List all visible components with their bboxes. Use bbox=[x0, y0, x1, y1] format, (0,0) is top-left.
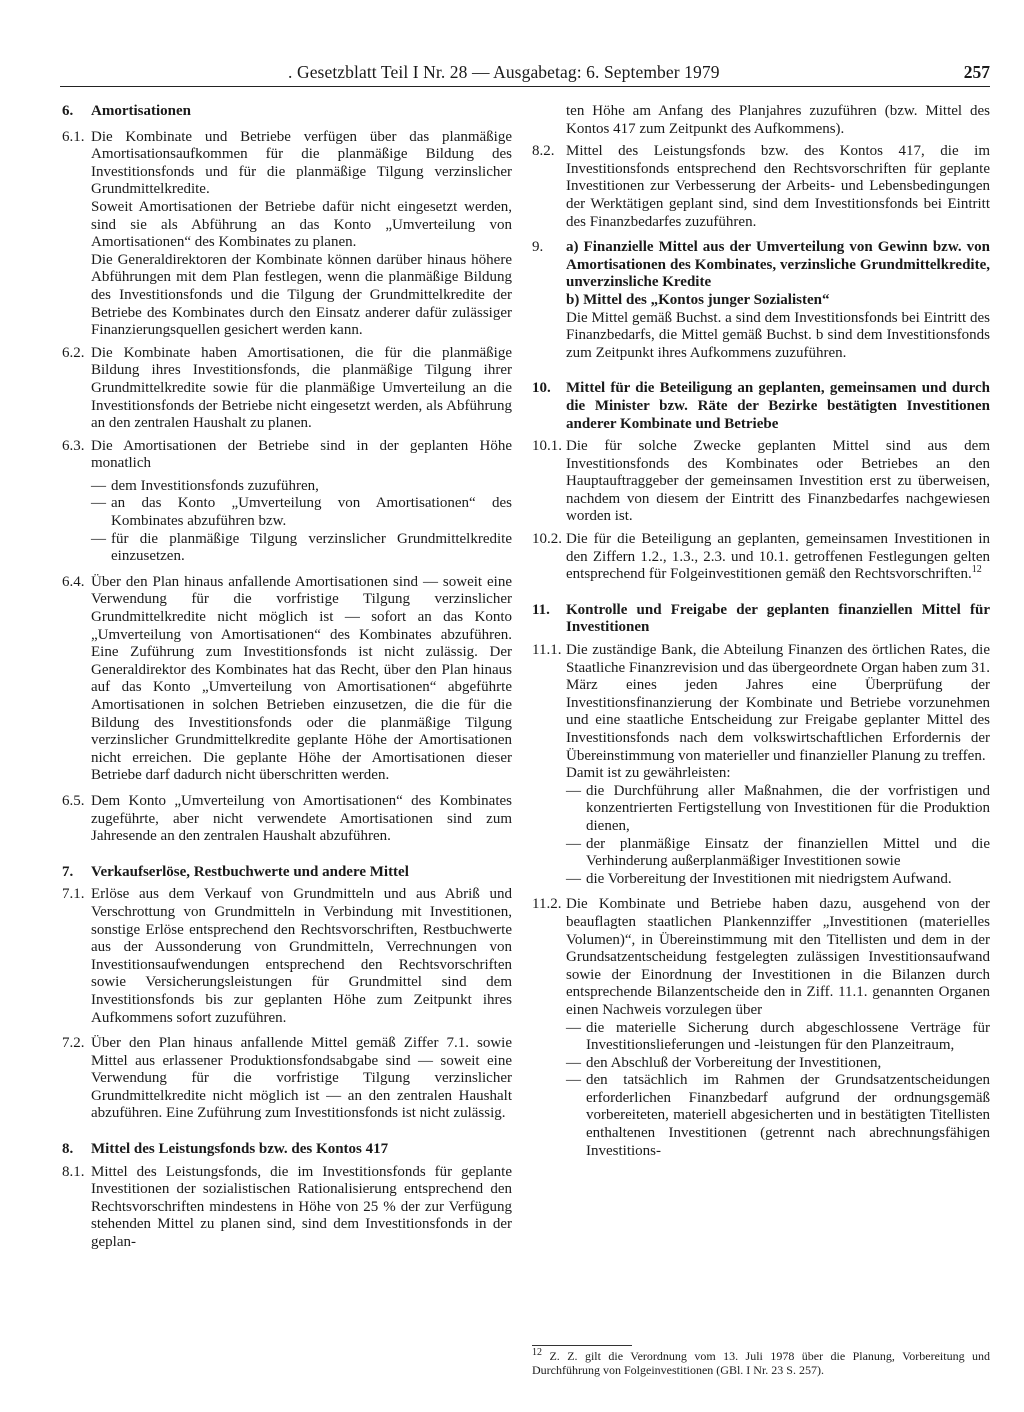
paragraph: Soweit Amortisationen der Betriebe dafür nicht eingesetzt werden, sind sie als Abführung an das Konto „Umverteilung von Amortisationen“ des Kombinates zu planen. bbox=[91, 198, 512, 251]
section-9-heading-a: a) Finanzielle Mittel aus der Umverteilung von Gewinn bzw. von Amortisationen des Kombinates, verzinsliche Grundmittelkredite, unverzinsliche Kredite bbox=[566, 239, 990, 291]
section-11-heading: 11. Kontrolle und Freigabe der geplanten finanziellen Mittel für Investitionen bbox=[532, 601, 990, 636]
section-11-2: 11.2. Die Kombinate und Betriebe haben dazu, ausgehend von der beauflagten staatlichen Plankennziffer „Investitionen (materielles Volumen)“, in Übereinstimmung mit den Titellisten und dem in der Grundsatzentscheidung festgelegten zulässigen Investitionsaufwand sowie der Einordnung der Investitionen in die Bilanzen durch entsprechende Bilanzentscheide den in Ziff. 11.1. genannten Organen einen Nachweis vorzulegen über — die materielle Sicherung durch abgeschlossene Verträge für Investitionslieferungen und -leistungen für den Planzeitraum, — den Abschluß der Vorbereitung der Investitionen, — den tatsächlich im Rahmen der Grundsatzentscheidungen erforderlichen Finanzbedarf aufgrund der ordnungsgemäß vorbereiteten, materiell abgesicherten und in bestätigten Titellisten enthaltenen Investitionen (getrennt nach abrechnungsfähigen Investitions- bbox=[532, 896, 990, 1159]
list-item: — dem Investitionsfonds zuzuführen, bbox=[91, 477, 319, 494]
list-item: — den tatsächlich im Rahmen der Grundsatzentscheidungen erforderlichen Finanzbedarf aufgrund der ordnungsgemäß vorbereiteten, materiell abgesicherten und in bestätigten Titellisten enthaltenen Investitionen (getrennt nach abrechnungsfähigen Investitions- bbox=[566, 1072, 990, 1159]
section-9-heading-b: b) Mittel des „Kontos junger Sozialisten“ bbox=[566, 291, 830, 308]
section-6-4: 6.4. Über den Plan hinaus anfallende Amortisationen sind — soweit eine Verwendung für die vorfristige Tilgung verzinslicher Grundmittelkredite nicht möglich ist — sofort an das Konto „Umverteilung von Amortisationen“ des Kombinates abzuführen. Eine Zuführung zum Investitionsfonds ist nicht zulässig. Der Generaldirektor des Kombinates hat das Recht, über den Plan hinaus auf das Konto „Umverteilung von Amortisationen“ abgeführte Amortisationen in solchen Betrieben einzusetzen, die die für die Bildung des Investitionsfonds oder die planmäßige Tilgung verzinslicher Grundmittelkredite geplante Höhe der Amortisationen nicht erreichen. Die geplante Höhe der Amortisationen dieser Betriebe darf dadurch nicht überschritten werden. bbox=[62, 573, 512, 784]
section-6-1: 6.1. Die Kombinate und Betriebe verfügen über das planmäßige Amortisationsaufkommen für die planmäßige Bildung des Investitionsfonds und für die planmäßige Tilgung verzinslicher Grundmittelkredite. Soweit Amortisationen der Betriebe dafür nicht eingesetzt werden, sind sie als Abführung an das Konto „Umverteilung von Amortisationen“ des Kombinates zu planen. Die Generaldirektoren der Kombinate können darüber hinaus höhere Abführungen mit dem Plan festlegen, wenn die planmäßige Bildung des Investitionsfonds und die Tilgung der Grundmittelkredite der Betriebe des Kombinates durch den Einsatz anderer dafür zulässiger Finanzierungsquellen gesichert werden kann. bbox=[62, 128, 512, 339]
section-8-1: 8.1. Mittel des Leistungsfonds, die im Investitionsfonds für geplante Investitionen der sozialistischen Rationalisierung entsprechend den Rechtsvorschriften mindestens in Höhe von 25 % der zur Verfügung stehenden Mittel zu planen sind, sind dem Investitionsfonds in der geplan- bbox=[62, 1163, 512, 1251]
footnote-marker: 12 bbox=[532, 1347, 542, 1358]
section-10-2: 10.2. Die für die Beteiligung an geplanten, gemeinsamen Investitionen in den Ziffern 1.2., 1.3., 2.3. und 10.1. getroffenen Festlegungen gelten entsprechend für Folgeinvestitionen gemäß den Rechtsvorschriften.$^{12}$ bbox=[532, 531, 990, 583]
section-7-2: 7.2. Über den Plan hinaus anfallende Mittel gemäß Ziffer 7.1. sowie Mittel aus erlassener Produktionsfondsabgabe sind — soweit eine Verwendung für die vorfristige Tilgung verzinslicher Grundmittelkredite nicht möglich ist — an den zentralen Haushalt abzuführen. Eine Zuführung zum Investitionsfonds ist nicht zulässig. bbox=[62, 1035, 512, 1122]
list-item: — die materielle Sicherung durch abgeschlossene Verträge für Investitionslieferungen und -leistungen für den Planzeitraum, bbox=[566, 1019, 990, 1054]
page-number: 257 bbox=[963, 62, 990, 82]
list-item: — für die planmäßige Tilgung verzinslicher Grundmittelkredite einzusetzen. bbox=[91, 530, 512, 565]
footnote-text: Z. Z. gilt die Verordnung vom 13. Juli 1978 über die Planung, Vorbereitung und Durchführung von Folgeinvestitionen (GBl. I Nr. 23 S. 257). bbox=[532, 1349, 991, 1377]
section-7-heading: 7. Verkaufserlöse, Restbuchwerte und andere Mittel bbox=[62, 863, 409, 880]
footnote-rule bbox=[532, 1345, 632, 1346]
section-11-1: 11.1. Die zuständige Bank, die Abteilung Finanzen des örtlichen Rates, die Staatliche Finanzrevision und das übergeordnete Organ haben zum 31. März eines jeden Jahres eine Überprüfung der Investitionsfinanzierung der Kombinate und Betriebe vorzunehmen und eine staatliche Entscheidung zur Freigabe geplanter Mittel des Investitionsfonds nach dem volkswirtschaftlichen Erfordernis der Übereinstimmung von materieller und finanzieller Planung zu treffen. Damit ist zu gewährleisten: — die Durchführung aller Maßnahmen, die der vorfristigen und konzentrierten Fertigstellung von Investitionen für die Produktion dienen, — der planmäßige Einsatz der finanziellen Mittel und die Verhinderung außerplanmäßiger Investitionen sowie — die Vorbereitung der Investitionen mit niedrigstem Aufwand. bbox=[532, 642, 990, 887]
section-6-5: 6.5. Dem Konto „Umverteilung von Amortisationen“ des Kombinates zugeführte, aber nicht verwendete Amortisationen sind zum Jahresende an den zentralen Haushalt abzuführen. bbox=[62, 792, 512, 845]
paragraph: Die Generaldirektoren der Kombinate können darüber hinaus höhere Abführungen mit dem Plan festlegen, wenn die planmäßige Bildung des Investitionsfonds und die Tilgung der Grundmittelkredite der Betriebe des Kombinates durch den Einsatz anderer dafür zulässiger Finanzierungsquellen gesichert werden kann. bbox=[91, 251, 512, 339]
paragraph: Die Kombinate und Betriebe verfügen über das planmäßige Amortisationsaufkommen für die planmäßige Bildung des Investitionsfonds und für die planmäßige Tilgung verzinslicher Grundmittelkredite. bbox=[91, 128, 512, 198]
section-9: 9. a) Finanzielle Mittel aus der Umverteilung von Gewinn bzw. von Amortisationen des Kombinates, verzinsliche Grundmittelkredite, unverzinsliche Kredite b) Mittel des „Kontos junger Sozialisten“ Die Mittel gemäß Buchst. a sind dem Investitionsfonds bei Eintritt des Finanzbedarfs, die Mittel gemäß Buchst. b sind dem Investitionsfonds zum Zeitpunkt ihres Aufkommens zuzuführen. bbox=[532, 239, 990, 361]
list-item: — der planmäßige Einsatz der finanziellen Mittel und die Verhinderung außerplanmäßiger Investitionen sowie bbox=[566, 835, 990, 870]
right-column bbox=[532, 103, 990, 1160]
section-7-1: 7.1. Erlöse aus dem Verkauf von Grundmitteln und aus Abriß und Verschrottung von Grundmitteln in Verbindung mit Investitionen, sonstige Erlöse entsprechend den Rechtsvorschriften, Restbuchwerte aus der Aussonderung von Grundmitteln, Verrechnungen von Investitionsaufwendungen entsprechend den Rechtsvorschriften sowie Versicherungsleistungen für Grundmittel sind dem Investitionsfonds bis zur geplanten Höhe zum Zeitpunkt ihres Aufkommens sofort zuzuführen. bbox=[62, 886, 512, 1026]
page-header bbox=[60, 62, 990, 86]
section-8-heading: 8. Mittel des Leistungsfonds bzw. des Kontos 417 bbox=[62, 1141, 389, 1158]
section-10-heading: 10. Mittel für die Beteiligung an geplanten, gemeinsamen und durch die Minister bzw. Räte der Bezirke bestätigten Investitionen anderer Kombinate und Betriebe bbox=[532, 380, 990, 432]
list-item: — die Durchführung aller Maßnahmen, die der vorfristigen und konzentrierten Fertigstellung von Investitionen für die Produktion dienen, bbox=[566, 782, 990, 834]
left-column bbox=[62, 103, 512, 1252]
section-6-heading: 6. Amortisationen bbox=[62, 103, 191, 119]
section-6-3: 6.3. Die Amortisationen der Betriebe sind in der geplanten Höhe monatlich — dem Investitionsfonds zuzuführen, — an das Konto „Umverteilung von Amortisationen“ des Kombinates abzuführen bzw. — für die planmäßige Tilgung verzinslicher Grundmittelkredite einzusetzen. bbox=[62, 437, 512, 565]
header-rule bbox=[60, 86, 990, 87]
header-title: . Gesetzblatt Teil I Nr. 28 — Ausgabetag: 6. September 1979 bbox=[288, 62, 720, 82]
list-item: — an das Konto „Umverteilung von Amortisationen“ des Kombinates abzuführen bzw. bbox=[91, 495, 512, 530]
footnote bbox=[532, 1347, 991, 1377]
section-6-2: 6.2. Die Kombinate haben Amortisationen, die für die planmäßige Bildung ihres Investitionsfonds, die planmäßige Tilgung ihrer Grundmittelkredite sowie für die planmäßige Umverteilung an die Investitionsfonds der Betriebe nicht eingesetzt werden, als Abführung an den zentralen Haushalt zu planen. bbox=[62, 344, 512, 432]
footnote-reference[interactable]: 12 bbox=[971, 564, 982, 576]
section-8-1-continued: ten Höhe am Anfang des Planjahres zuzuführen (bzw. Mittel des Kontos 417 zum Zeitpunkt des Aufkommens). bbox=[566, 103, 990, 137]
section-8-2: 8.2. Mittel des Leistungsfonds bzw. des Kontos 417, die im Investitionsfonds entsprechend den Rechtsvorschriften für geplante Investitionen zur Verbesserung der Arbeits- und Lebensbedingungen der Werktätigen geplant sind, sind dem Investitionsfonds bei Eintritt des Finanzbedarfes zuzuführen. bbox=[532, 143, 990, 230]
list-item: — die Vorbereitung der Investitionen mit niedrigstem Aufwand. bbox=[566, 870, 952, 887]
list-item: — den Abschluß der Vorbereitung der Investitionen, bbox=[566, 1054, 882, 1071]
section-10-1: 10.1. Die für solche Zwecke geplanten Mittel sind aus dem Investitionsfonds des Kombinates oder Betriebes an den Hauptauftraggeber der gemeinsamen Investition erst zu überweisen, nachdem von diesem der Eintritt des Finanzbedarfes nachgewiesen worden ist. bbox=[532, 438, 990, 525]
